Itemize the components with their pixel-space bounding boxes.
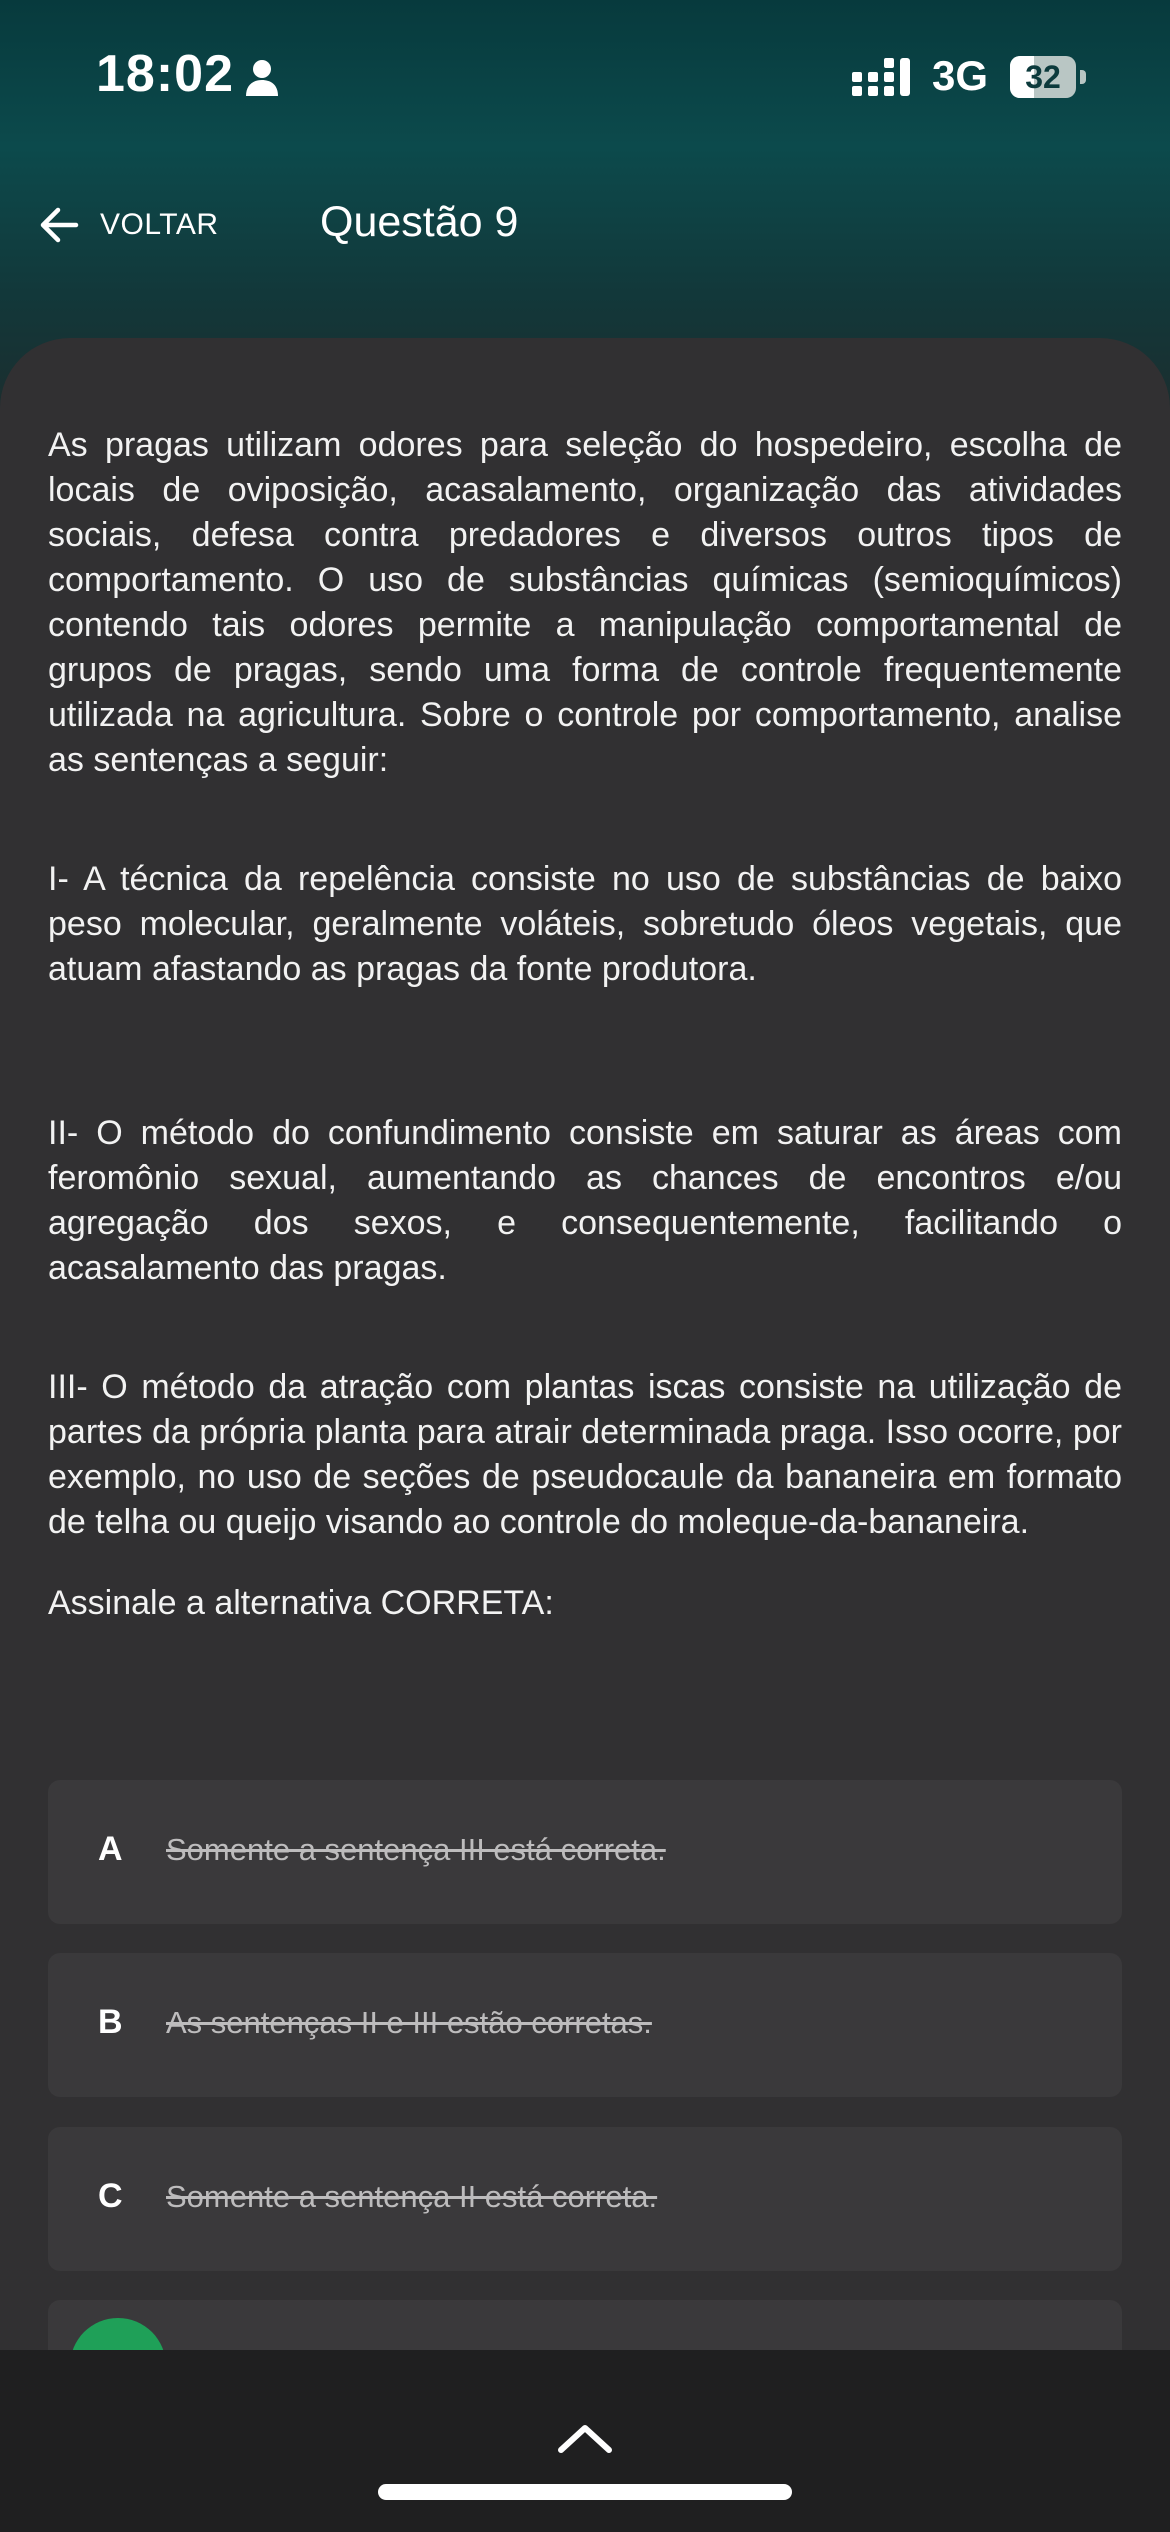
chevron-up-icon[interactable] [555,2420,615,2456]
question-intro: As pragas utilizam odores para seleção do hospedeiro, escolha de locais de oviposição, acasalamento, organização das atividades sociais, defesa contra predadores e diversos outros tipos de comportamento. O uso de substâncias químicas (semioquímicos) contendo tais odores permite a manipulação comportamental de grupos de pragas, sendo uma forma de controle frequentemente utilizada na agricultura. Sobre o controle por comportamento, analise as sentenças a seguir: [48,426,1122,779]
page-title: Questão 9 [320,198,519,246]
option-letter: A [98,1830,123,1868]
battery-tip [1080,70,1086,84]
person-icon [244,58,280,98]
statement-2: II- O método do confundimento consiste em saturar as áreas com feromônio sexual, aumentando as chances de encontros e/ou agregação dos sexos, e consequentemente, facilitando o acasalamento das pragas. [48,1114,1122,1287]
question-prompt: Assinale a alternativa CORRETA: [48,1584,554,1622]
back-label: VOLTAR [100,208,219,241]
option-text: As sentenças II e III estão corretas. [166,2005,652,2040]
arrow-left-icon [36,202,82,248]
battery-indicator [1010,56,1086,98]
top-nav [0,180,1170,270]
network-type: 3G [932,52,989,99]
battery-level [1010,56,1076,98]
bottom-bar [0,2350,1170,2532]
statement-3: III- O método da atração com plantas iscas consiste na utilização de partes da própria planta para atrair determinada praga. Isso ocorre, por exemplo, no uso de seções de pseudocaule da bananeira em formato de telha ou queijo visando ao controle do moleque-da-bananeira. [48,1368,1122,1541]
status-bar [0,0,1170,150]
option-text: Somente a sentença III está correta. [166,1832,666,1867]
back-button[interactable] [36,200,219,250]
signal-icon [852,56,916,100]
option-a[interactable] [48,1780,1122,1924]
option-text: Somente a sentença II está correta. [166,2179,658,2214]
option-b[interactable] [48,1953,1122,2097]
option-letter: C [98,2177,123,2215]
option-c[interactable] [48,2127,1122,2271]
battery-percent: 32 [1025,59,1061,95]
home-indicator[interactable] [378,2484,792,2500]
status-time: 18:02 [96,45,234,103]
option-letter: B [98,2003,123,2041]
statement-1: I- A técnica da repelência consiste no uso de substâncias de baixo peso molecular, geralmente voláteis, sobretudo óleos vegetais, que atuam afastando as pragas da fonte produtora. [48,860,1122,988]
